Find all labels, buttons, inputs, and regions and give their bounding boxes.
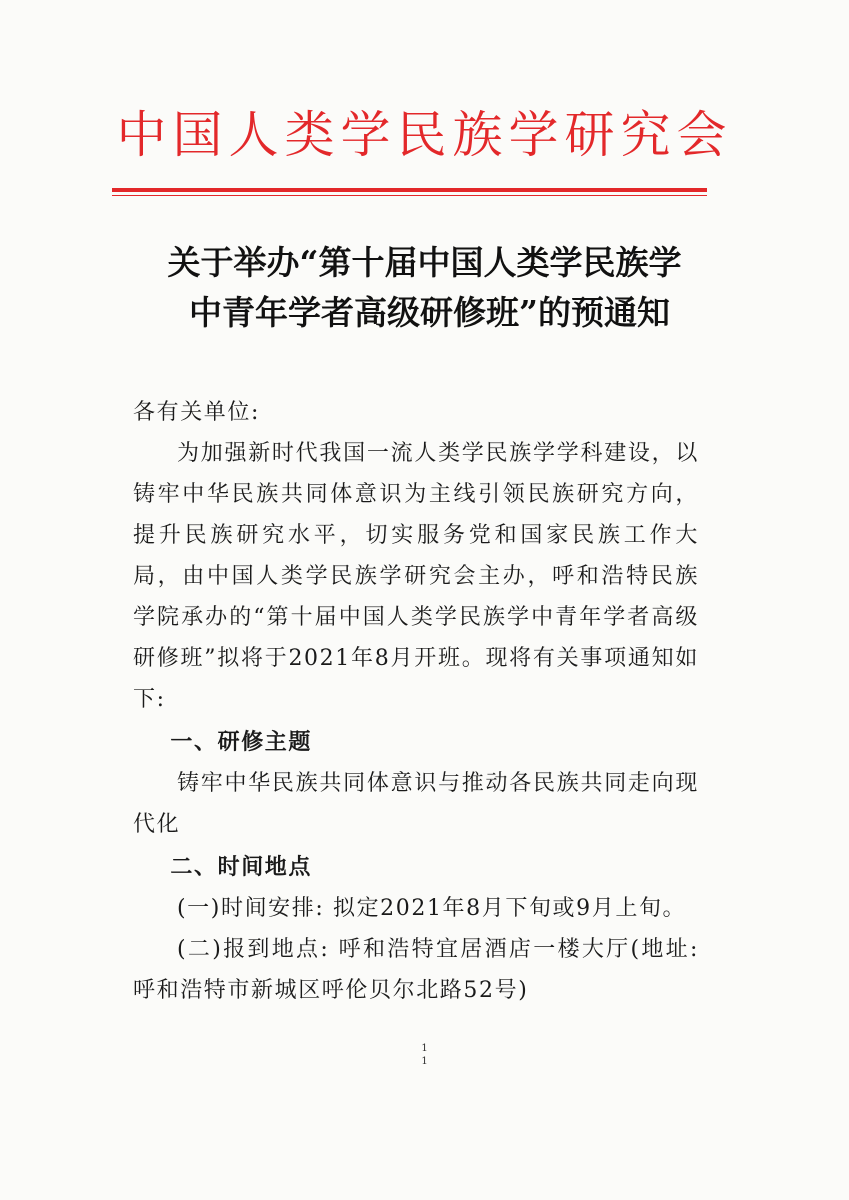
intro-paragraph: 为加强新时代我国一流人类学民族学学科建设，以铸牢中华民族共同体意识为主线引领民族研究方向，提升民族研究水平，切实服务党和国家民族工作大局，由中国人类学民族学研究会主办，呼和浩特民族学院承办的“第十届中国人类学民族学中青年学者高级研修班”拟将于2021年8月开班。现将有关事项通知如下: — [133, 441, 699, 712]
page-number-top: 1 — [421, 1043, 428, 1054]
section-heading-time-place: 二、时间地点 — [170, 855, 312, 880]
theme-paragraph: 铸牢中华民族共同体意识与推动各民族共同走向现代化 — [133, 771, 699, 837]
section-heading-theme: 一、研修主题 — [170, 730, 312, 755]
organization-header: 中国人类学民族学研究会 — [116, 106, 733, 164]
page-number-bottom: 1 — [421, 1056, 428, 1067]
header-rule-thick — [112, 188, 707, 192]
header-rule-thin — [112, 195, 707, 196]
document-body — [133, 392, 699, 1011]
document-title — [0, 238, 849, 338]
salutation: 各有关单位: — [133, 400, 261, 425]
time-paragraph: (一)时间安排: 拟定2021年8月下旬或9月上旬。 — [177, 896, 687, 921]
title-line-1: 关于举办“第十届中国人类学民族学 — [167, 243, 682, 282]
place-paragraph: (二)报到地点: 呼和浩特宜居酒店一楼大厅(地址: 呼和浩特市新城区呼伦贝尔北路52号) — [133, 937, 699, 1003]
title-line-2: 中青年学者高级研修班”的预通知 — [189, 293, 670, 332]
